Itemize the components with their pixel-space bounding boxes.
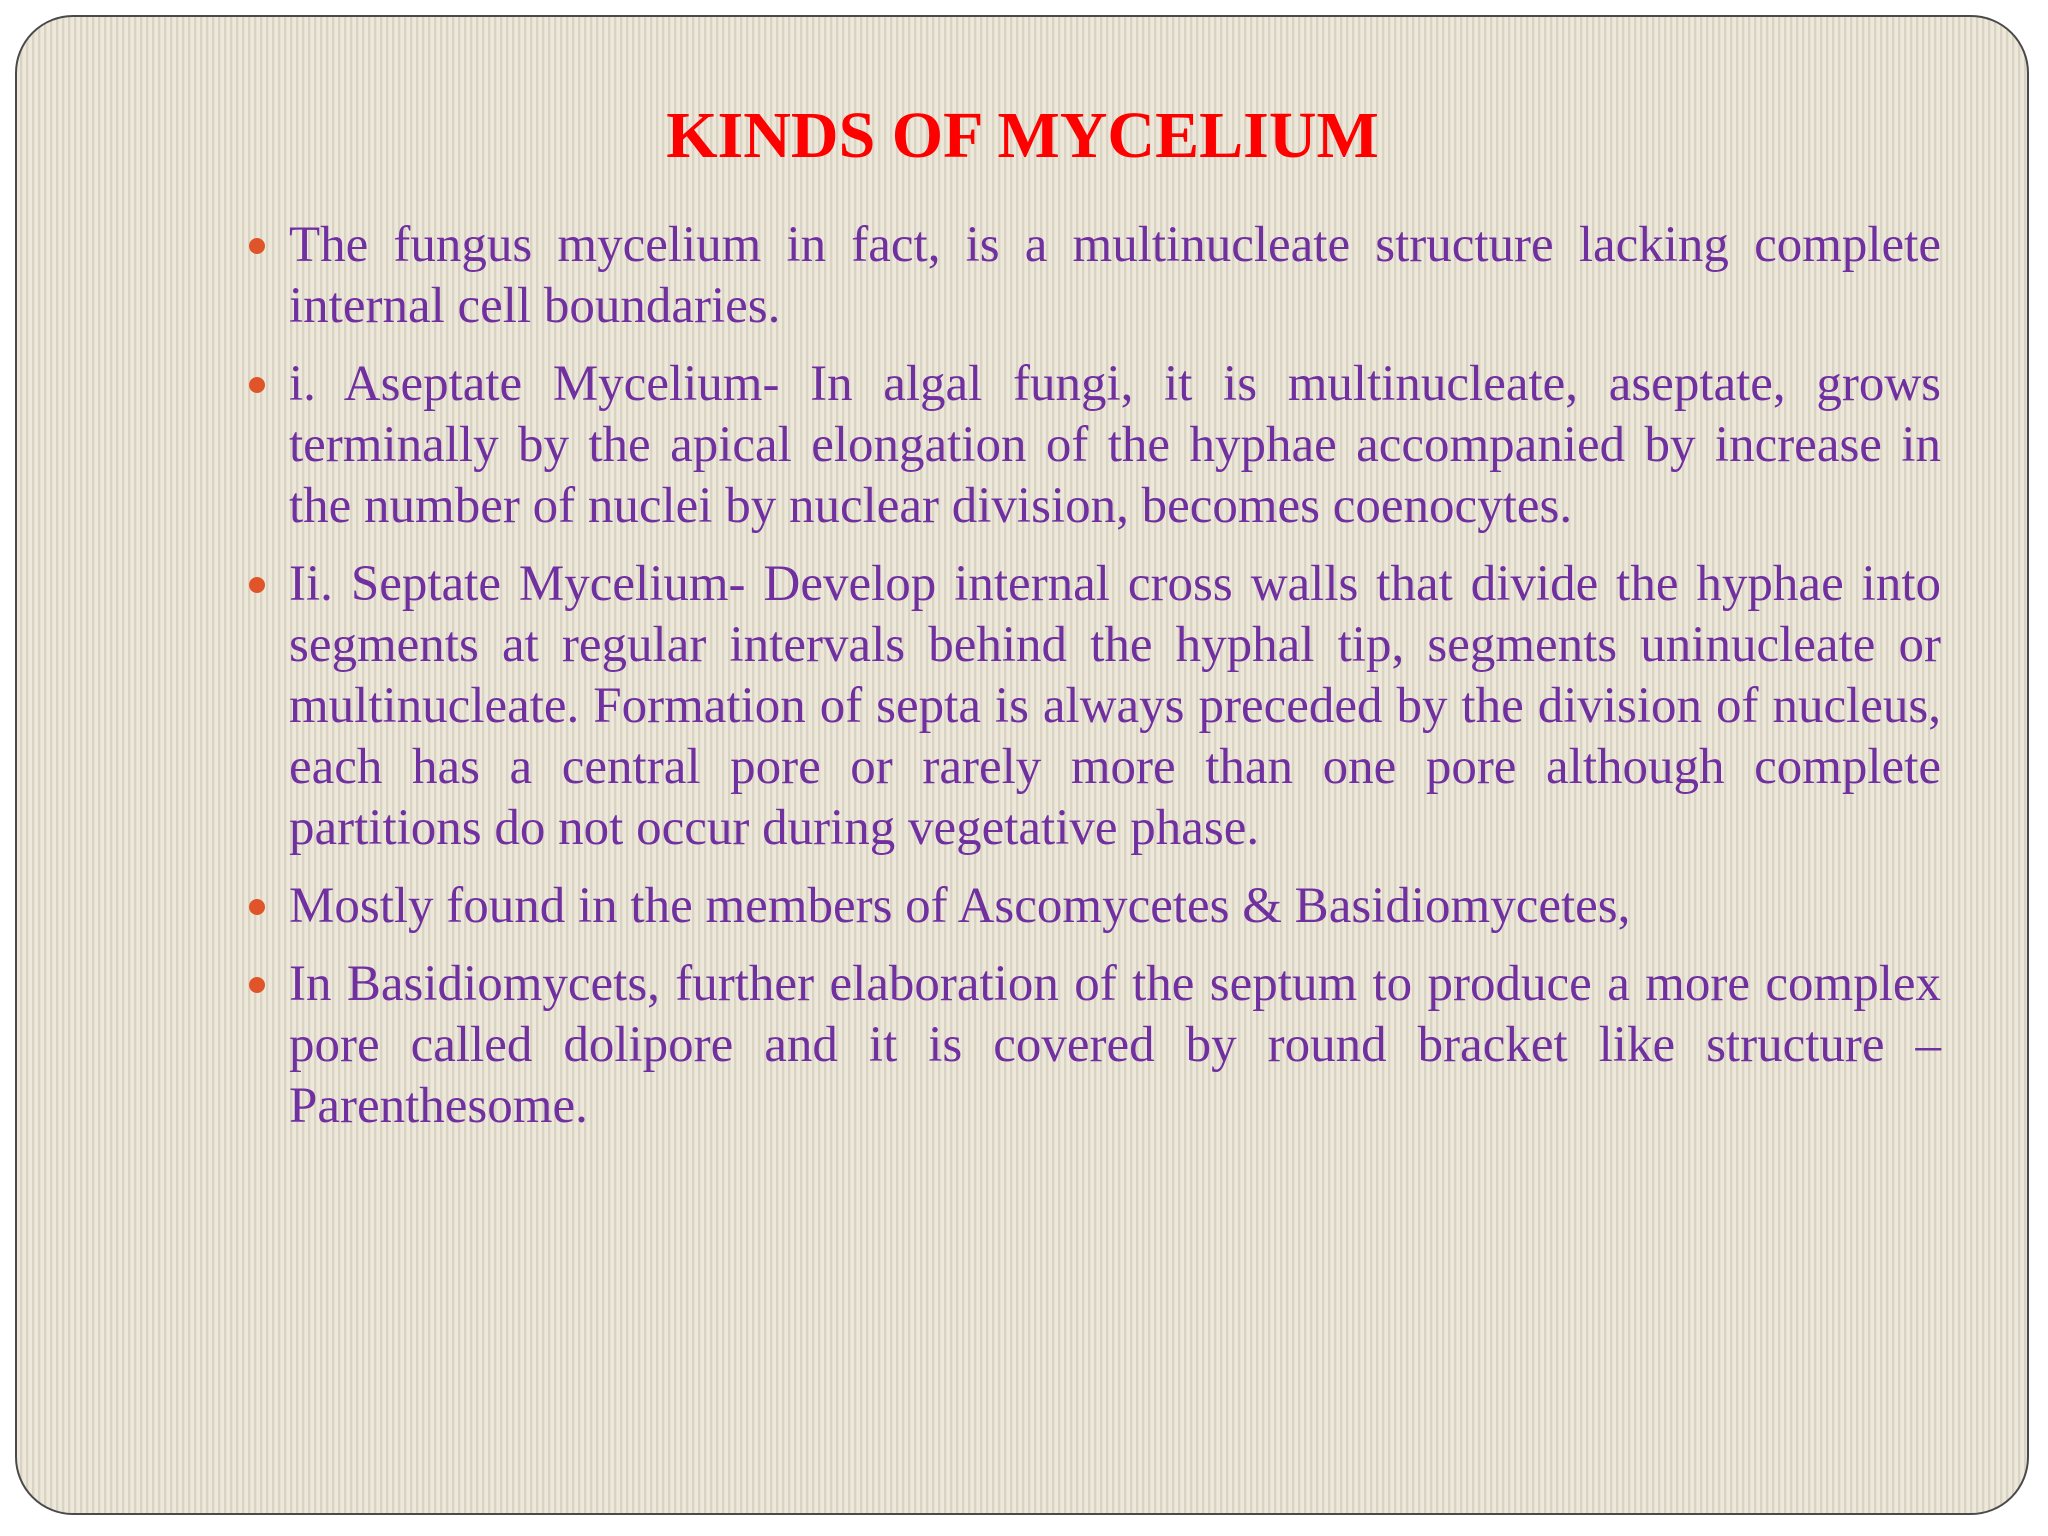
bullet-item [289, 354, 1941, 537]
bullet-item [289, 954, 1941, 1137]
bullet-item [289, 215, 1941, 337]
bullet-text: Mostly found in the members of Ascomycetes & Basidiomycetes, [289, 878, 1631, 934]
bullet-list [289, 215, 1941, 1154]
bullet-text: The fungus mycelium in fact, is a multinucleate structure lacking complete internal cell boundaries. [289, 217, 1941, 334]
bullet-text: In Basidiomycets, further elaboration of the septum to produce a more complex pore called dolipore and it is covered by round bracket like structure – Parenthesome. [289, 956, 1941, 1134]
bullet-text: Ii. Septate Mycelium- Develop internal cross walls that divide the hyphae into segments at regular intervals behind the hyphal tip, segments uninucleate or multinucleate. Formation of septa is always preceded by the division of nucleus, each has a central pore or rarely more than one pore although complete partitions do not occur during vegetative phase. [289, 556, 1941, 856]
bullet-dot-icon [249, 977, 265, 993]
bullet-dot-icon [249, 899, 265, 915]
bullet-dot-icon [249, 377, 265, 393]
slide [15, 15, 2029, 1515]
bullet-dot-icon [249, 238, 265, 254]
slide-title: KINDS OF MYCELIUM [666, 99, 1379, 172]
bullet-text: i. Aseptate Mycelium- In algal fungi, it is multinucleate, aseptate, grows terminally by the apical elongation of the hyphae accompanied by increase in the number of nuclei by nuclear division, becomes coenocytes. [289, 356, 1941, 534]
bullet-item [289, 554, 1941, 859]
bullet-item [289, 876, 1941, 937]
bullet-dot-icon [249, 577, 265, 593]
